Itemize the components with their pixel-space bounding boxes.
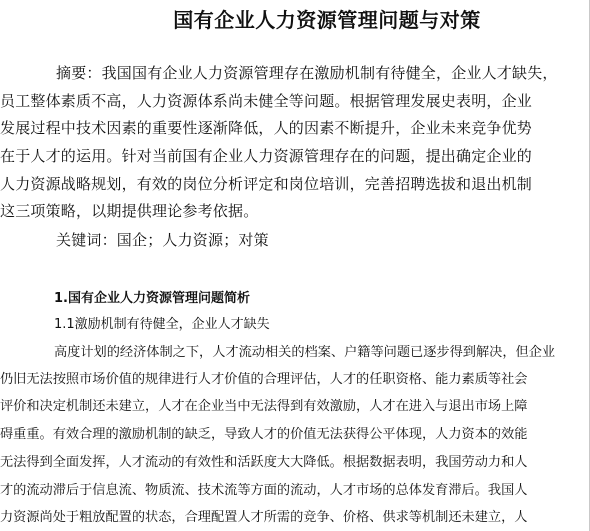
document-title: 国有企业人力资源管理问题与对策: [173, 8, 481, 32]
abstract-line-6: 这三项策略，以期提供理论参考依据。: [0, 202, 259, 220]
body-line-3: 评价和决定机制还未建立，人才在企业当中无法得到有效激励，人才在进入与退出市场上障: [0, 399, 528, 414]
abstract-line-5: 人力资源战略规划，有效的岗位分析评定和岗位培训，完善招聘选拔和退出机制: [0, 175, 533, 193]
abstract-line-1: 摘要：我国国有企业人力资源管理存在激励机制有待健全，企业人才缺失，: [56, 64, 558, 82]
body-line-7: 力资源尚处于粗放配置的状态，合理配置人才所需的竞争、价格、供求等机制还未建立，人: [0, 510, 528, 525]
body-line-2: 仍旧无法按照市场价值的规律进行人才价值的合理评估，人才的任职资格、能力素质等社会: [0, 372, 528, 387]
body-line-4: 碍重重。有效合理的激励机制的缺乏，导致人才的价值无法获得公平体现，人力资本的效能: [0, 427, 528, 442]
keywords-line: 关键词：国企；人力资源；对策: [56, 231, 269, 249]
body-line-1: 高度计划的经济体制之下，人才流动相关的档案、户籍等问题已逐步得到解决，但企业: [54, 345, 556, 360]
abstract-line-4: 在于人才的运用。针对当前国有企业人力资源管理存在的问题，提出确定企业的: [0, 147, 533, 165]
section-heading: 1.国有企业人力资源管理问题简析: [54, 291, 250, 306]
body-line-5: 无法得到全面发挥，人才流动的有效性和活跃度大大降低。根据数据表明，我国劳动力和人: [0, 455, 528, 470]
subsection-heading: 1.1激励机制有待健全，企业人才缺失: [54, 317, 270, 332]
body-line-6: 才的流动滞后于信息流、物质流、技术流等方面的流动，人才市场的总体发育滞后。我国人: [0, 483, 528, 498]
abstract-line-3: 发展过程中技术因素的重要性逐渐降低，人的因素不断提升，企业未来竞争优势: [0, 119, 533, 137]
abstract-line-2: 员工整体素质不高，人力资源体系尚未健全等问题。根据管理发展史表明，企业: [0, 92, 533, 110]
